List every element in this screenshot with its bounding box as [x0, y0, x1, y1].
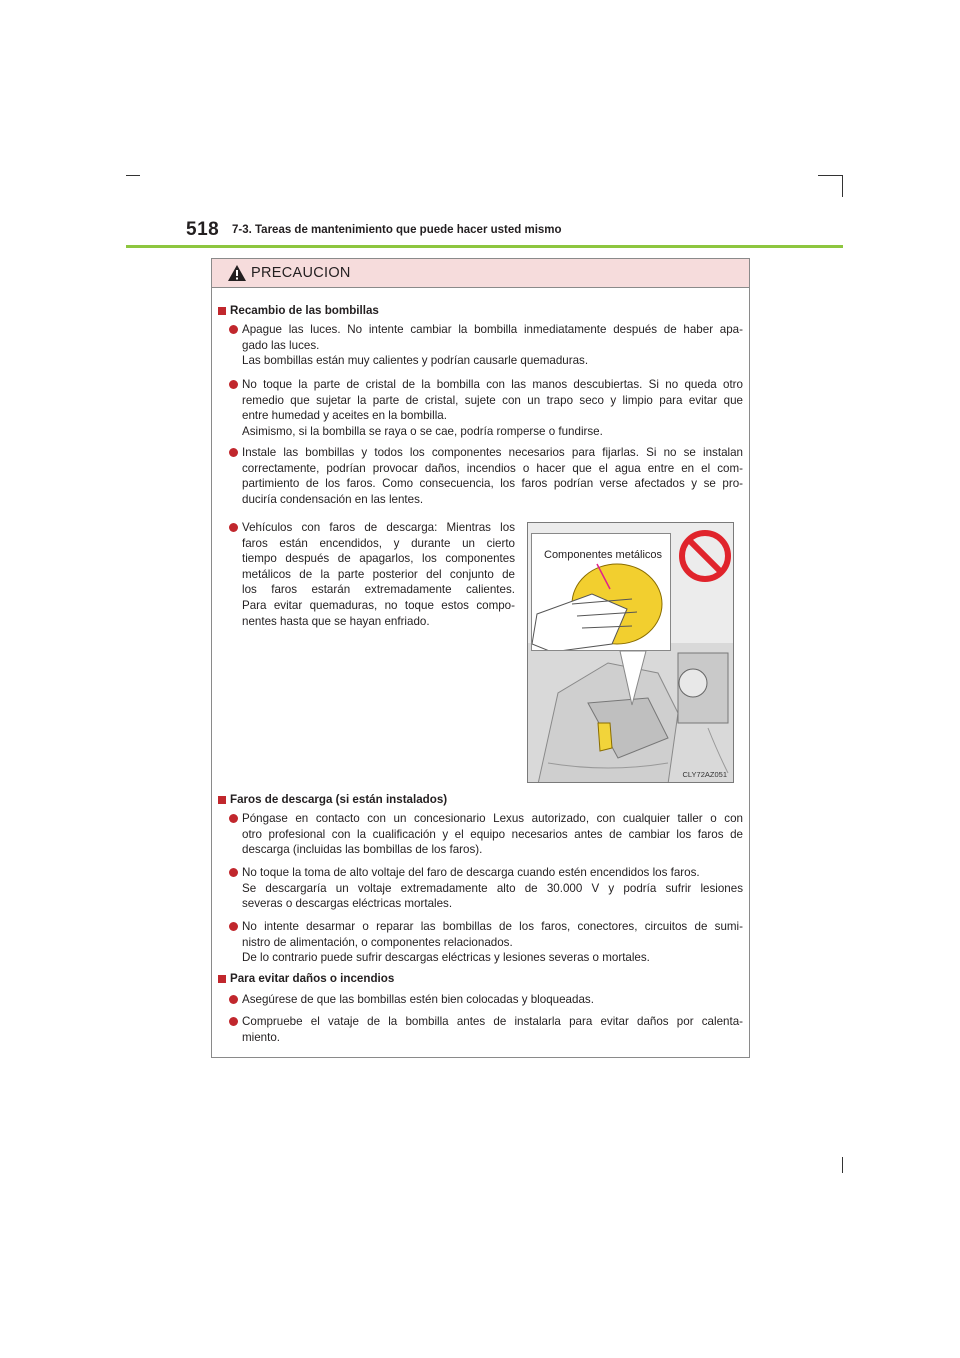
- page-number: 518: [186, 219, 220, 240]
- square-bullet-icon: [218, 975, 226, 983]
- bullet-item: Póngase en contacto con un concesionario Lexus autorizado, con cualquier taller o con otro profesional con la cualificación y el equipo necesarios antes de cambiar los faros de descarga (incluidas las bombillas de los faros).: [229, 811, 743, 858]
- figure-label: Componentes metálicos: [544, 549, 663, 561]
- bullet-item: No intente desarmar o reparar las bombillas de los faros, conectores, circuitos de sumi- nistro de alimentación, o componentes relacionados. De lo contrario puede sufrir descargas eléctricas y lesiones severas o mortales.: [229, 919, 743, 966]
- crop-mark: [842, 1157, 843, 1173]
- bullet-item: Asegúrese de que las bombillas estén bien colocadas y bloqueadas.: [229, 992, 743, 1008]
- bullet-dot-icon: [229, 380, 238, 389]
- bullet-dot-icon: [229, 325, 238, 334]
- crop-mark: [818, 175, 842, 176]
- bullet-dot-icon: [229, 448, 238, 457]
- caution-title: PRECAUCION: [251, 265, 351, 281]
- bullet-dot-icon: [229, 995, 238, 1004]
- bullet-dot-icon: [229, 1017, 238, 1026]
- section-heading: Faros de descarga (si están instalados): [218, 792, 447, 808]
- bullet-item: No toque la toma de alto voltaje del faro de descarga cuando estén encendidos los faros. Se descargaría un voltaje extremadamente alto de 30.000 V y podría sufrir lesiones severas o descargas eléctricas mortales.: [229, 865, 743, 912]
- section-heading: Recambio de las bombillas: [218, 303, 379, 319]
- square-bullet-icon: [218, 307, 226, 315]
- bullet-item: Instale las bombillas y todos los componentes necesarios para fijarlas. Si no se instalan correctamente, podrían provocar daños, incendios o hacer que el agua entre en el com- partimiento de los faros. Como consecuencia, los faros podrían verse afectados y se pro- duciría condensación en las lentes.: [229, 445, 743, 507]
- bullet-item: No toque la parte de cristal de la bombilla con las manos descubiertas. Si no queda otro remedio que sujetar la parte de cristal, sujete con un trapo seco y limpio para evitar que entre humedad y aceites en la bombilla. Asimismo, si la bombilla se raya o se cae, podría romperse o fundirse.: [229, 377, 743, 439]
- bullet-item: Compruebe el vataje de la bombilla antes de instalarla para evitar daños por calenta- miento.: [229, 1014, 743, 1045]
- bullet-dot-icon: [229, 868, 238, 877]
- section-title: 7-3. Tareas de mantenimiento que puede hacer usted mismo: [232, 224, 562, 236]
- caution-header: [212, 259, 749, 288]
- warning-triangle-icon: [227, 264, 247, 282]
- bullet-item: Vehículos con faros de descarga: Mientras los faros están encendidos, y durante un cierto tiempo después de apagarlos, los componentes metálicos de la parte posterior del conjunto de los faros estarán extremadamente calientes. Para evitar quemaduras, no toque estos compo- nentes hasta que se hayan enfriado.: [229, 520, 515, 629]
- headlight-illustration: [527, 522, 734, 783]
- bullet-dot-icon: [229, 814, 238, 823]
- figure-code: CLY72AZ051: [682, 770, 727, 779]
- bullet-item: Apague las luces. No intente cambiar la bombilla inmediatamente después de haber apa- gado las luces. Las bombillas están muy calientes y podrían causarle quemaduras.: [229, 322, 743, 369]
- prohibited-icon: [678, 529, 732, 583]
- bullet-dot-icon: [229, 922, 238, 931]
- inset-closeup: [531, 533, 671, 651]
- section-heading: Para evitar daños o incendios: [218, 971, 394, 987]
- header-rule: [126, 245, 843, 248]
- crop-mark: [126, 175, 140, 176]
- crop-mark: [842, 175, 843, 197]
- square-bullet-icon: [218, 796, 226, 804]
- bullet-dot-icon: [229, 523, 238, 532]
